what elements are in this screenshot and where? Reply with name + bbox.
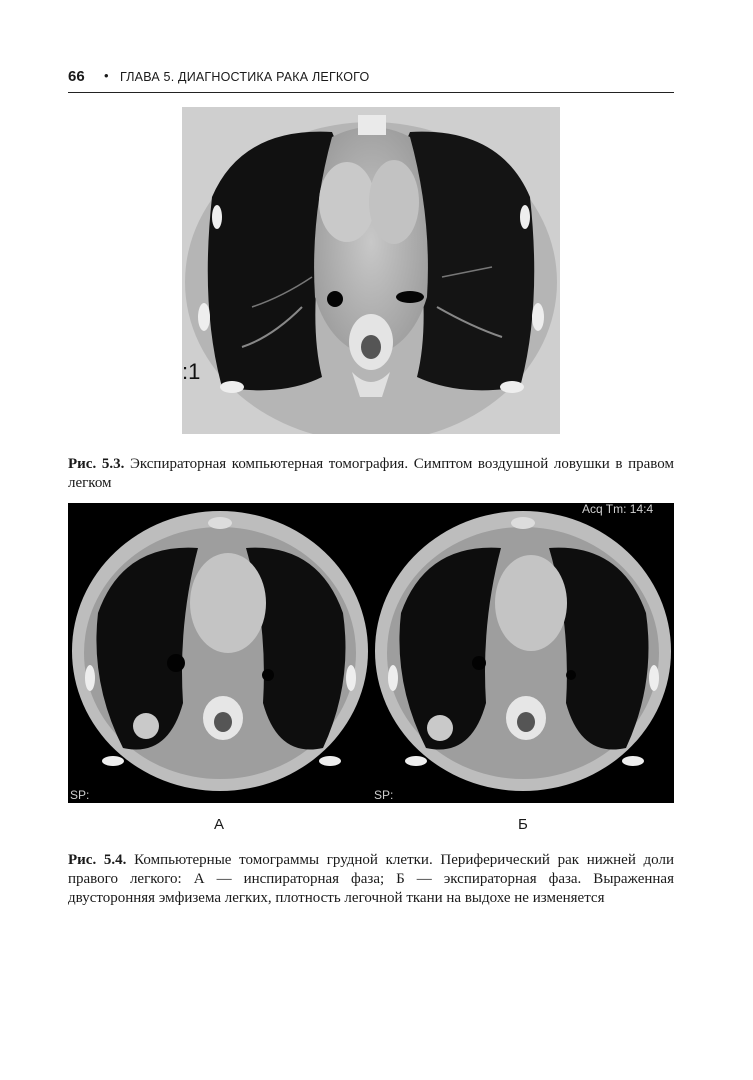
chapter-title: ГЛАВА 5. ДИАГНОСТИКА РАКА ЛЕГКОГО — [120, 70, 370, 84]
acq-time-text: Acq Tm: 14:4 — [582, 503, 654, 516]
caption-text: Компьютерные томограммы грудной клетки. Периферический рак нижней доли правого легкого: А — инспираторная фаза; Б — экспираторная фаза. Выраженная двусторонняя эмфизема легких, плотность легочной ткани на выдохе не изменяется — [68, 852, 674, 906]
caption-text: Экспираторная компьютерная томография. Симптом воздушной ловушки в правом легком — [68, 456, 674, 491]
panel-label-b: Б — [518, 816, 528, 833]
caption-label: Рис. 5.3. — [68, 456, 125, 472]
page-number: 66 — [68, 68, 85, 85]
caption-figure-5-3 — [68, 455, 674, 493]
side-mark: :1 — [182, 359, 201, 384]
running-header — [68, 66, 674, 93]
ct-scan-figure-5-4 — [68, 503, 674, 803]
ct-panel-b — [375, 511, 671, 791]
header-bullet: • — [104, 68, 109, 83]
caption-label: Рис. 5.4. — [68, 852, 127, 868]
panel-label-a: А — [214, 816, 225, 833]
sp-left-text: SP: — [70, 788, 90, 802]
ct-scan-figure-5-3 — [182, 107, 560, 434]
sp-right-text: SP: — [374, 788, 394, 802]
ct-panel-a — [72, 511, 368, 791]
caption-figure-5-4 — [68, 851, 674, 908]
